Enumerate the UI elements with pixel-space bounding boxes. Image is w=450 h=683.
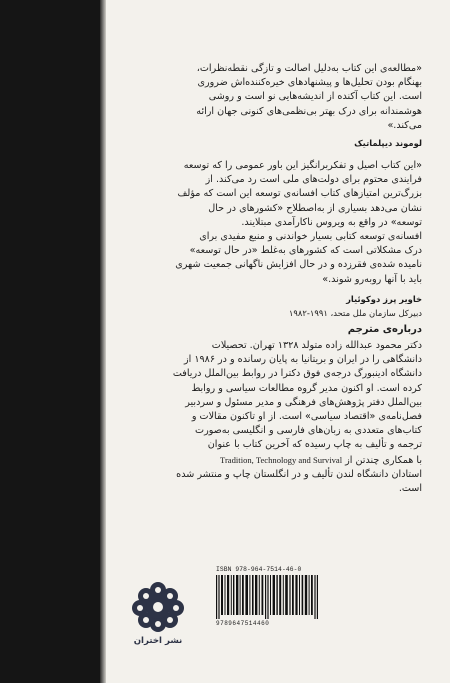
bio-line: دکتر محمود عبدالله زاده متولد ۱۳۲۸ تهران. تحصیلات (211, 340, 422, 352)
bio-line-with-english (126, 453, 422, 468)
quote-line: نامیده شده‌ی فقرزده و در حال افزایش ناگهانی جمعیت شهری (175, 259, 422, 271)
quote-line: افسانه‌ی توسعه کتابی بسیار خواندنی و منبع مفیدی برای (199, 231, 422, 243)
book-spine (0, 0, 100, 683)
quote-2-source-name: خاویر پرز دوکوئیار (346, 293, 422, 304)
quote-line: «مطالعه‌ی این کتاب به‌دلیل اصالت و تازگی نقطه‌نظرات، (196, 63, 422, 74)
spine-edge (100, 0, 106, 683)
bio-line: استادان دانشگاه لندن تألیف و در انگلستان چاپ و منتشر شده (176, 468, 422, 480)
translator-section-title: درباره‌ی مترجم (347, 323, 422, 335)
quote-line: درک مشکلاتی است که کشورهای به‌غلط «در حال توسعه» (189, 245, 422, 257)
quote-line: فرایندی محتوم برای دولت‌های ملی است رد می‌کند. از (205, 174, 422, 186)
bio-line: کرده است. او اکنون مدیر گروه مطالعات سیاسی و روابط (191, 382, 422, 394)
quote-line: «این کتاب اصیل و تفکربرانگیز این باور عمومی را که توسعه (183, 160, 422, 172)
quote-line: بزرگ‌ترین امتیازهای کتاب افسانه‌ی توسعه این است که مؤلف (177, 188, 422, 200)
barcode-bars (214, 575, 322, 619)
publisher-name: نشر اختران (133, 636, 183, 646)
isbn-label: ISBN 978-964-7514-46-0 (216, 566, 302, 573)
quote-line: باید با آنها روبه‌رو شوند.» (322, 273, 422, 285)
bio-line: دانشگاهی را در ایران و بریتانیا به پایان رسانده و در ۱۹۸۶ از (184, 354, 422, 366)
quote-2-source-role: دبیرکل سازمان ملل متحد، ۱۹۹۱-۱۹۸۲ (288, 307, 422, 318)
barcode-number: 9789647514460 (216, 620, 270, 627)
quote-line: می‌کند.» (387, 119, 422, 131)
translator-bio (126, 339, 422, 496)
quote-line: نشان می‌دهد بسیاری از به‌اصطلاح «کشورهای در حال (208, 202, 422, 214)
publisher-logo (126, 576, 186, 656)
bio-line: بین‌الملل دفتر پژوهش‌های فرهنگی و مدیر مسئول و سردبیر (185, 396, 422, 408)
cover-footer (126, 556, 422, 666)
bio-line: دانشگاه ادینبورگ درجه‌ی فوق دکترا در روابط بین‌الملل دریافت (172, 368, 422, 380)
english-book-title: Tradition, Technology and Survival (220, 454, 343, 465)
quote-line: بهنگام بودن تحلیل‌ها و پیشنهادهای خیره‌کننده‌اش ضروری (197, 77, 422, 89)
bio-line: فصل‌نامه‌ی «اقتصاد سیاسی» است. از او تاکنون مقالات و (191, 411, 422, 423)
barcode (212, 566, 324, 630)
bio-line: است. (398, 483, 422, 495)
bio-line: با همکاری چندتن از (345, 454, 422, 466)
bio-line: ترجمه و تألیف به چاپ رسیده که آخرین کتاب با عنوان (207, 439, 422, 451)
bio-line: کتاب‌های متعددی به زبان‌های فارسی و انگلیسی به‌صورت (195, 425, 422, 437)
flower-logo-icon (126, 576, 190, 634)
quote-line: است. این کتاب آکنده از اندیشه‌هایی نو است و روشی (208, 91, 422, 103)
review-quote-1 (126, 62, 422, 133)
back-cover-text (126, 62, 422, 496)
quote-line: توسعه» در واقع به ویروس ناکارآمدی مبتلایند. (241, 216, 422, 228)
quote-1-source: لوموند دیپلماتیک (354, 138, 422, 149)
quote-line: هوشمندانه برای درک بهتر بی‌نظمی‌های کنونی جهان ارائه (196, 105, 422, 117)
review-quote-2 (126, 159, 422, 287)
